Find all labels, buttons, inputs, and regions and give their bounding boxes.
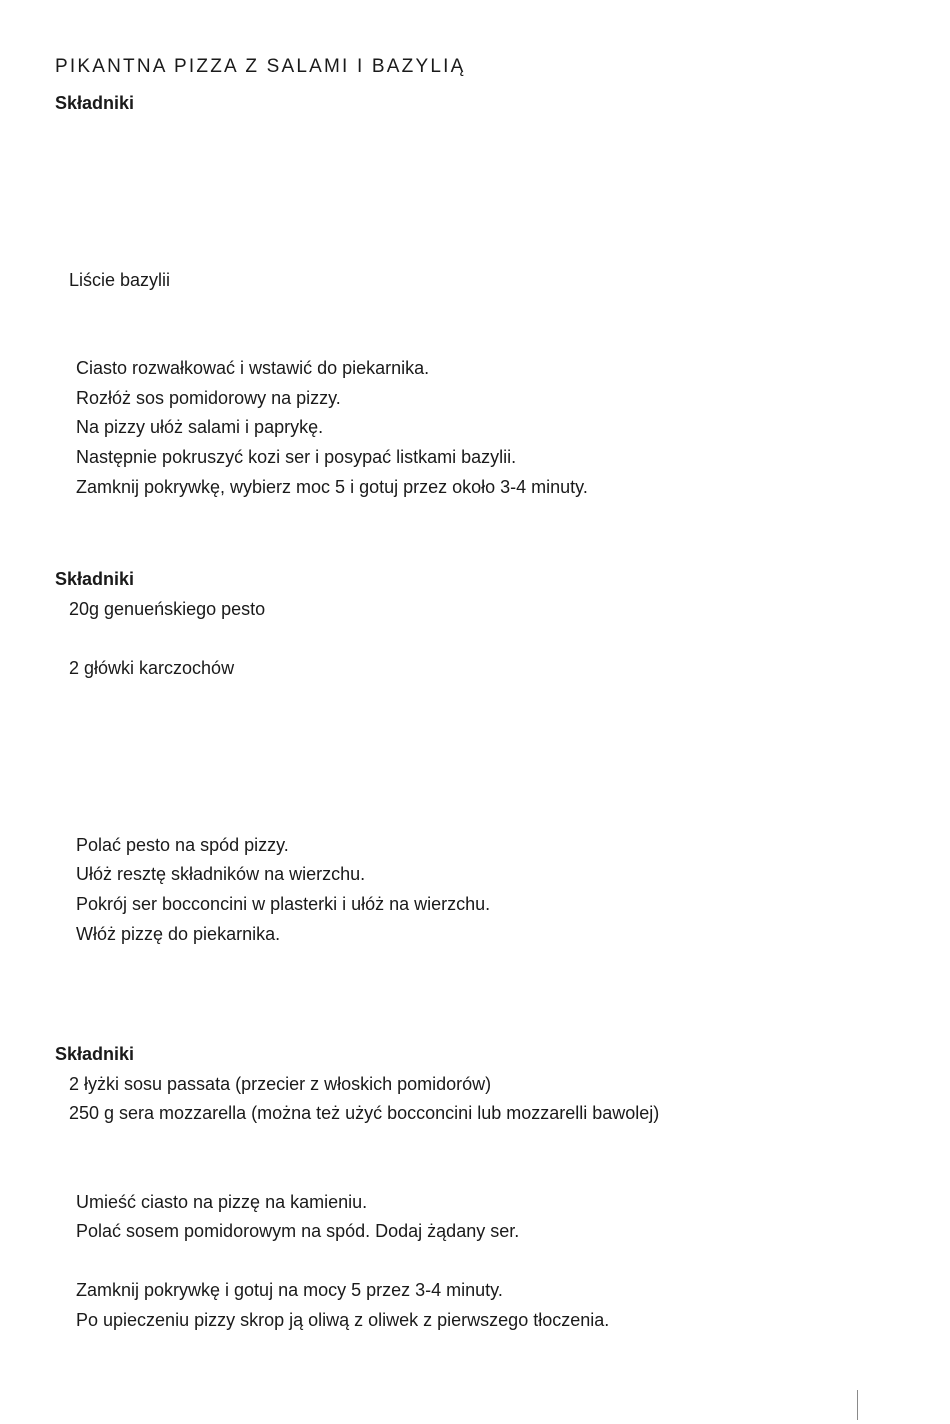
section-1-step: Na pizzy ułóż salami i paprykę. [76,417,324,437]
section-2-step: Polać pesto na spód pizzy. [76,835,289,855]
section-3-heading: Składniki [55,1044,135,1064]
section-2-step: Ułóż resztę składników na wierzchu. [76,864,366,884]
section-2-heading: Składniki [55,569,135,589]
section-2-step: Włóż pizzę do piekarnika. [76,924,281,944]
section-1-heading: Składniki [55,93,135,113]
page-title: PIKANTNA PIZZA Z SALAMI I BAZYLIĄ [55,56,466,77]
page-edge-divider [857,1390,858,1420]
section-3-step: Polać sosem pomidorowym na spód. Dodaj żądany ser. [76,1221,520,1241]
section-1-step: Ciasto rozwałkować i wstawić do piekarnika. [76,358,430,378]
section-1-step: Następnie pokruszyć kozi ser i posypać listkami bazylii. [76,447,517,467]
section-1-ingredient: Liście bazylii [69,270,171,290]
section-1-step: Zamknij pokrywkę, wybierz moc 5 i gotuj przez około 3-4 minuty. [76,477,588,497]
section-3-ingredient: 2 łyżki sosu passata (przecier z włoskich pomidorów) [69,1074,492,1094]
section-3-step: Zamknij pokrywkę i gotuj na mocy 5 przez 3-4 minuty. [76,1280,503,1300]
section-2-ingredient: 20g genueńskiego pesto [69,599,266,619]
section-3-ingredient: 250 g sera mozzarella (można też użyć bocconcini lub mozzarelli bawolej) [69,1103,660,1123]
section-1-step: Rozłóż sos pomidorowy na pizzy. [76,388,341,408]
section-3-step: Umieść ciasto na pizzę na kamieniu. [76,1192,368,1212]
section-2-step: Pokrój ser bocconcini w plasterki i ułóż na wierzchu. [76,894,491,914]
section-2-ingredient: 2 główki karczochów [69,658,235,678]
section-3-step: Po upieczeniu pizzy skrop ją oliwą z oliwek z pierwszego tłoczenia. [76,1310,610,1330]
